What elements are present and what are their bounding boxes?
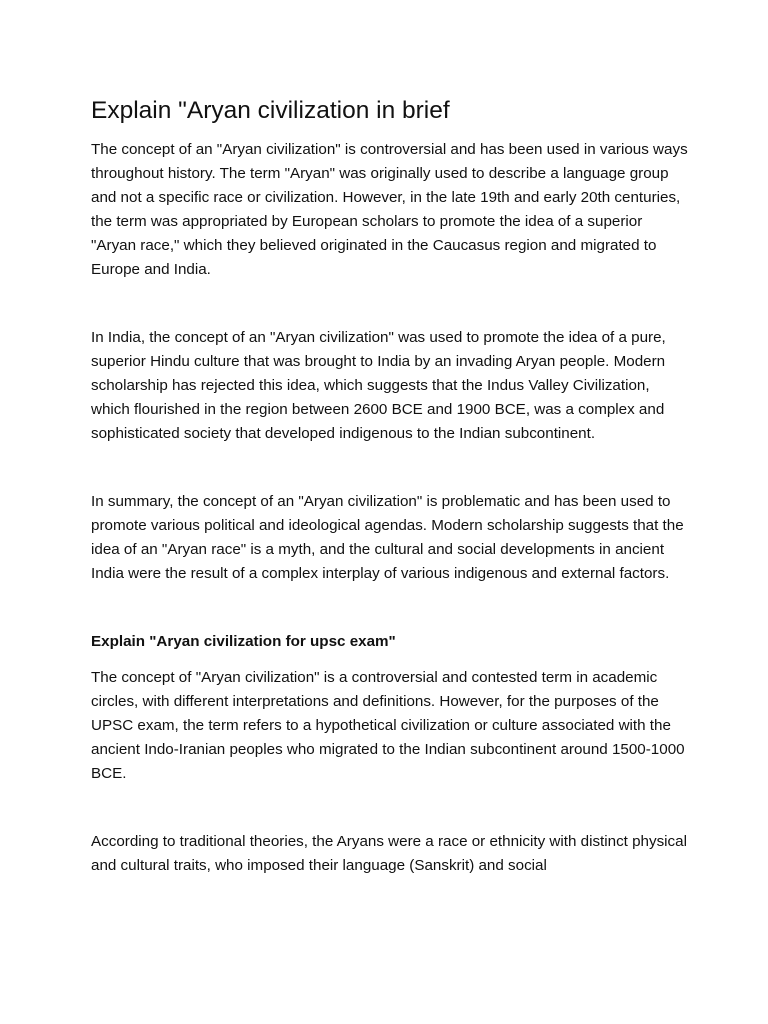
paragraph-4: The concept of "Aryan civilization" is a controversial and contested term in academic circles, with different interpretations and definitions. However, for the purposes of the UPSC exam, the term refers to a hypothetical civilization or culture associated with the ancient Indo-Iranian peoples who migrated to the Indian subcontinent around 1500-1000 BCE. [91,669,685,782]
page-title: Explain "Aryan civilization in brief [91,97,450,124]
paragraph-3: In summary, the concept of an "Aryan civilization" is problematic and has been used to promote various political and ideological agendas. Modern scholarship suggests that the idea of an "Aryan race" is a myth, and the cultural and social developments in ancient India were the result of a complex interplay of various indigenous and external factors. [91,493,684,582]
paragraph-5: According to traditional theories, the Aryans were a race or ethnicity with distinct physical and cultural traits, who imposed their language (Sanskrit) and social [91,833,687,874]
paragraph-2: In India, the concept of an "Aryan civilization" was used to promote the idea of a pure, superior Hindu culture that was brought to India by an invading Aryan people. Modern scholarship has rejected this idea, which suggests that the Indus Valley Civilization, which flourished in the region between 2600 BCE and 1900 BCE, was a complex and sophisticated society that developed indigenous to the Indian subcontinent. [91,329,666,442]
section-subheading: Explain "Aryan civilization for upsc exam" [91,633,396,650]
document-page [91,95,691,878]
paragraph-1: The concept of an "Aryan civilization" is controversial and has been used in various ways throughout history. The term "Aryan" was originally used to describe a language group and not a specific race or civilization. However, in the late 19th and early 20th centuries, the term was appropriated by European scholars to promote the idea of a superior "Aryan race," which they believed originated in the Caucasus region and migrated to Europe and India. [91,141,688,278]
